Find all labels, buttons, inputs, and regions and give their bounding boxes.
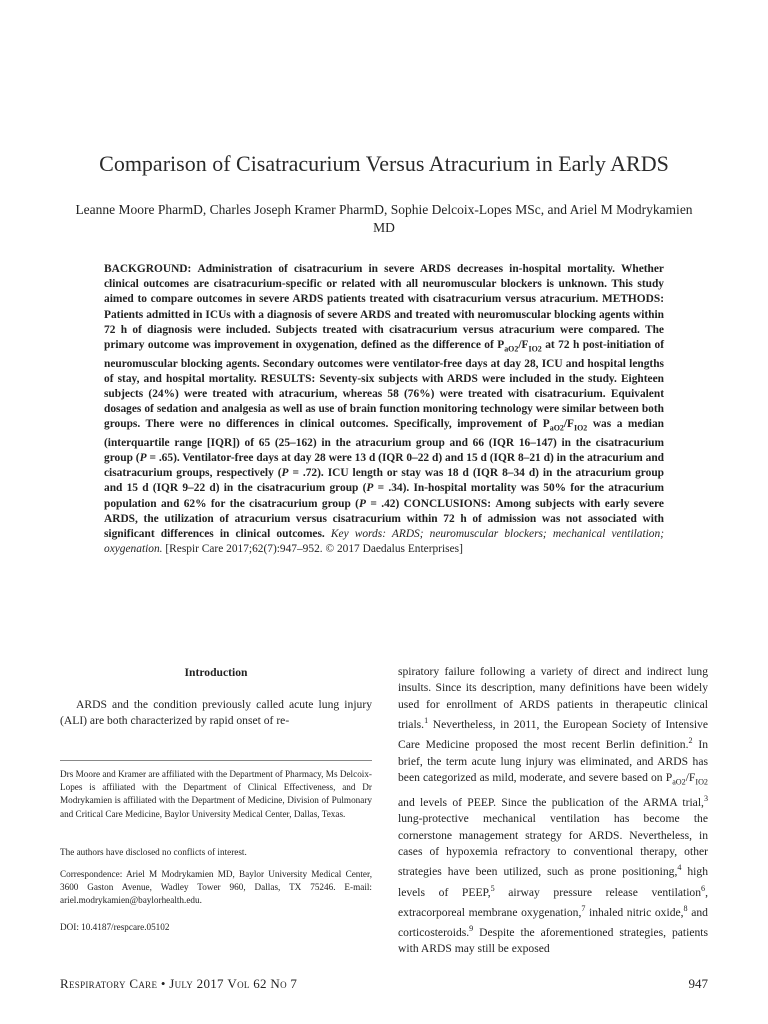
ref-1: 1 xyxy=(424,716,429,726)
rc-text-6: high levels of PEEP, xyxy=(398,865,708,899)
abstract-background-label: BACKGROUND: xyxy=(104,263,192,275)
introduction-paragraph: ARDS and the condition previously called acute lung injury (ALI) are both characterized by rapid onset of re- xyxy=(60,698,372,728)
sub-io2-2: IO2 xyxy=(574,423,588,433)
rc-text-2: Nevertheless, in 2011, the European Society of Intensive Care Medicine proposed the most recent Berlin definition. xyxy=(398,718,708,752)
ref-7: 7 xyxy=(581,903,586,913)
abstract-results-b: was a median (interquartile range [IQR]) of 65 (25–162) in the atracurium group and 66 (IQR 16–147) in the cisatracurium group ( xyxy=(104,418,664,464)
rc-text-9: inhaled nitric oxide, xyxy=(585,905,684,919)
rc-text-7: airway pressure release ventilation xyxy=(494,885,702,899)
abstract-results-f: = .42) xyxy=(370,497,400,510)
rc-text-8: , extracorporeal membrane oxygenation, xyxy=(398,885,708,919)
abstract-results-label: RESULTS: xyxy=(260,372,316,385)
ref-8: 8 xyxy=(683,903,688,913)
ref-2: 2 xyxy=(688,736,693,746)
article-title: Comparison of Cisatracurium Versus Atracurium in Early ARDS xyxy=(99,151,669,176)
abstract-methods-a: Patients admitted in ICUs with a diagnosis of severe ARDS and treated with neuromuscular blocking agents within 72 h of diagnosis were included. Subjects treated with cisatracurium versus atracurium were compared. The primary outcome was improvement in oxygenation, defined as the difference of P xyxy=(104,308,664,352)
abstract-conclusions-label: CONCLUSIONS: xyxy=(403,497,491,510)
rc-text-1: spiratory failure following a variety of direct and indirect lung insults. Since its description, many definitions have been widely used for enrollment of ARDS patients in therapeutic clinical trials. xyxy=(398,665,708,732)
slash-f-2: /F xyxy=(563,418,574,431)
rc-sub-ao2: aO2 xyxy=(672,777,686,787)
footnote-affiliation: Drs Moore and Kramer are affiliated with the Department of Pharmacy, Ms Delcoix-Lopes is affiliated with the Department of Clinical Effectiveness, and Dr Modrykamien is affiliated with the Department of Medicine, Division of Pulmonary and Critical Care Medicine, Baylor University Medical Center, Dallas, Texas. xyxy=(60,769,372,819)
footer-volume: Vol 62 No 7 xyxy=(227,976,298,991)
footer-date: July 2017 xyxy=(169,976,224,991)
rc-sub-io2: IO2 xyxy=(695,777,708,787)
footnote-conflicts: The authors have disclosed no conflicts of interest. xyxy=(60,847,247,857)
introduction-heading: Introduction xyxy=(184,666,248,679)
p-italic-2: P xyxy=(281,467,289,480)
ref-6: 6 xyxy=(701,883,706,893)
rc-text-4: and levels of PEEP. Since the publication of the ARMA trial, xyxy=(398,795,704,809)
footnote-doi: DOI: 10.4187/respcare.05102 xyxy=(60,922,170,932)
rc-text-3: In brief, the term acute lung injury was eliminated, and ARDS has been categorized as mild, moderate, and severe based on P xyxy=(398,738,708,785)
p-italic-4: P xyxy=(358,497,366,510)
abstract-methods-label: METHODS: xyxy=(601,293,664,306)
abstract-results-c: = .65). Ventilator-free days at day 28 were 13 d (IQR 0–22 d) and 15 d (IQR 8–21 d) in the atracurium and cisatracurium groups, respectively ( xyxy=(104,452,664,480)
footer-journal: Respiratory Care xyxy=(60,976,158,991)
p-italic-3: P xyxy=(366,482,374,495)
footnote-divider xyxy=(60,760,372,761)
abstract-background: Administration of cisatracurium in severe ARDS decreases in-hospital mortality. Whether clinical outcomes are cisatracurium-specific or related with all neuromuscular blockers is unknown. This study aimed to compare outcomes in severe ARDS patients treated with cisatracurium versus atracurium. xyxy=(104,263,664,306)
sub-ao2-2: aO2 xyxy=(549,423,564,433)
abstract-results-e: = .34). In-hospital mortality was 50% for the atracurium population and 62% for the cisatracurium group ( xyxy=(104,482,664,510)
rc-text-10: and corticosteroids. xyxy=(398,905,708,940)
slash-f: /F xyxy=(518,339,529,352)
abstract-citation: [Respir Care 2017;62(7):947–952. © 2017 Daedalus Enterprises] xyxy=(165,543,463,556)
ref-5: 5 xyxy=(490,883,495,893)
rc-slash-f: /F xyxy=(685,771,696,785)
ref-3: 3 xyxy=(703,793,708,803)
ref-4: 4 xyxy=(677,863,682,873)
footnote-correspondence: Correspondence: Ariel M Modrykamien MD, Baylor University Medical Center, 3600 Gaston Avenue, Wadley Tower 960, Dallas, TX 75246. E-mail: ariel.modrykamien@baylorhealth.edu. xyxy=(60,869,372,906)
rc-text-5: lung-protective mechanical ventilation has become the cornerstone management strategy for ARDS. Nevertheless, in cases of hypoxemia refractory to conventional therapy, other strategies have been utilized, such as prone positioning, xyxy=(398,812,708,879)
author-list: Leanne Moore PharmD, Charles Joseph Kramer PharmD, Sophie Delcoix-Lopes MSc, and Ariel M Modrykamien MD xyxy=(75,202,693,235)
running-footer xyxy=(60,976,297,992)
sub-io2: IO2 xyxy=(528,344,542,354)
abstract-keywords: Key words: ARDS; neuromuscular blockers; mechanical ventilation; oxygenation. xyxy=(104,528,664,556)
abstract-results-a: Seventy-six subjects with ARDS were included in the study. Eighteen subjects (24%) were treated with atracurium, whereas 58 (76%) were treated with cisatracurium. Equivalent dosages of sedation and analgesia as well as use of brain function monitoring technology were similar between both groups. There were no differences in clinical outcomes. Specifically, improvement of P xyxy=(104,372,664,431)
abstract-conclusions: Among subjects with early severe ARDS, the utilization of atracurium versus cisatracurium within 72 h of admission was not associated with significant differences in clinical outcomes. xyxy=(104,497,664,541)
rc-text-11: Despite the aforementioned strategies, patients with ARDS may still be exposed xyxy=(398,926,708,956)
p-italic-1: P xyxy=(139,452,147,464)
page-number: 947 xyxy=(688,976,708,991)
footer-bullet-1: • xyxy=(160,976,166,991)
ref-9: 9 xyxy=(469,924,474,934)
abstract xyxy=(104,262,664,557)
abstract-methods-b: at 72 h post-initiation of neuromuscular blocking agents. Secondary outcomes were ventilator-free days at day 28, ICU and hospital lengths of stay, and hospital mortality. xyxy=(104,339,664,385)
right-column-text xyxy=(398,664,708,958)
abstract-results-d: = .72). ICU length or stay was 18 d (IQR 8–34 d) in the atracurium group and 15 d (IQR 9–22 d) in the cisatracurium group ( xyxy=(104,467,664,495)
sub-ao2: aO2 xyxy=(504,344,519,354)
